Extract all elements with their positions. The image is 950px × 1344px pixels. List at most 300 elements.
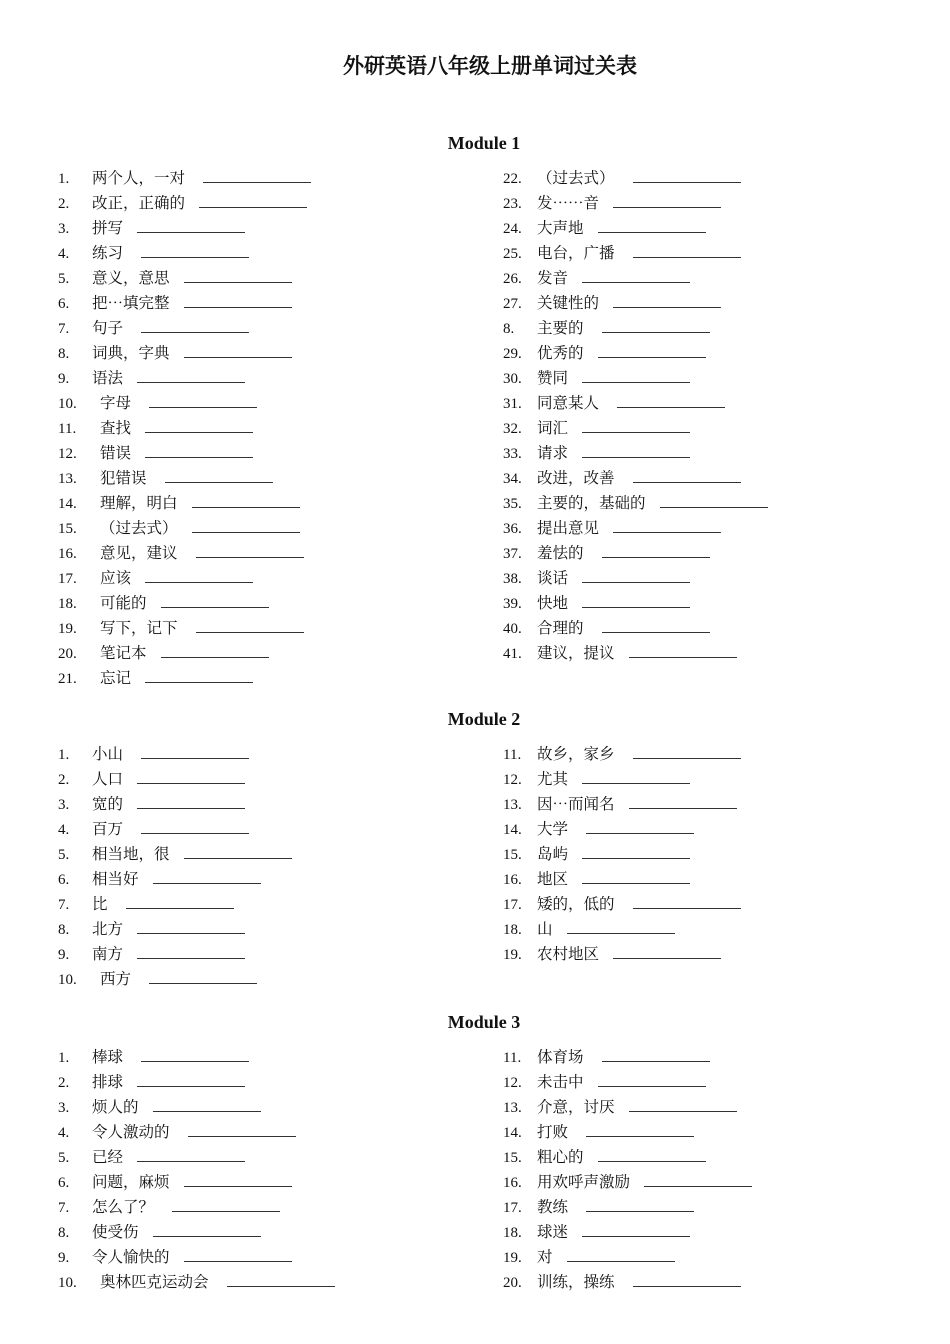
word-meaning: 改进，改善: [537, 469, 615, 487]
answer-blank[interactable]: [582, 268, 690, 283]
answer-blank[interactable]: [629, 643, 737, 658]
word-item: [58, 366, 478, 391]
word-meaning: 快地: [537, 594, 569, 612]
word-meaning: 教练: [537, 1198, 569, 1216]
word-item: [58, 341, 478, 366]
word-meaning: 对: [537, 1248, 553, 1266]
word-meaning: （过去式）: [537, 169, 615, 187]
word-meaning: 农村地区: [537, 945, 600, 963]
word-meaning: 犯错误: [100, 469, 147, 487]
answer-blank[interactable]: [145, 418, 253, 433]
item-number: 13.: [503, 797, 522, 813]
answer-blank[interactable]: [192, 518, 300, 533]
word-meaning: 打败: [537, 1123, 569, 1141]
word-item: [58, 191, 478, 216]
item-number: 5.: [58, 1150, 70, 1166]
item-number: 8.: [58, 1225, 70, 1241]
item-number: 17.: [503, 897, 522, 913]
item-number: 16.: [503, 1175, 522, 1191]
word-meaning: 主要的，基础的: [537, 494, 646, 512]
word-meaning: 同意某人: [537, 394, 600, 412]
answer-blank[interactable]: [227, 1272, 335, 1287]
word-item: [503, 1045, 923, 1070]
answer-blank[interactable]: [582, 593, 690, 608]
word-item: [58, 316, 478, 341]
item-number: 10.: [58, 972, 77, 988]
word-item: [503, 316, 923, 341]
word-item: [58, 1095, 478, 1120]
answer-blank[interactable]: [586, 819, 694, 834]
word-item: [58, 616, 478, 641]
item-number: 10.: [58, 1275, 77, 1291]
word-meaning: 写下，记下: [100, 619, 178, 637]
answer-blank[interactable]: [660, 493, 768, 508]
word-meaning: 关键性的: [537, 294, 600, 312]
word-item: [503, 1195, 923, 1220]
module-3-right-column: [503, 1045, 923, 1295]
word-meaning: 怎么了？: [92, 1198, 155, 1216]
word-meaning: 两个人，一对: [92, 169, 186, 187]
word-item: [503, 191, 923, 216]
word-item: [58, 591, 478, 616]
answer-blank[interactable]: [184, 1247, 292, 1262]
answer-blank[interactable]: [633, 468, 741, 483]
word-meaning: 改正，正确的: [92, 194, 186, 212]
answer-blank[interactable]: [141, 744, 249, 759]
answer-blank[interactable]: [613, 944, 721, 959]
module-1-left-column: [58, 166, 478, 691]
word-meaning: 请求: [537, 444, 569, 462]
answer-blank[interactable]: [161, 593, 269, 608]
word-item: [58, 416, 478, 441]
answer-blank[interactable]: [633, 744, 741, 759]
answer-blank[interactable]: [153, 1222, 261, 1237]
word-meaning: 使受伤: [92, 1223, 139, 1241]
word-item: [503, 166, 923, 191]
word-meaning: 西方: [100, 970, 132, 988]
item-number: 8.: [58, 346, 70, 362]
word-item: [503, 1095, 923, 1120]
word-meaning: 应该: [100, 569, 132, 587]
word-meaning: 大声地: [537, 219, 584, 237]
word-item: [58, 1170, 478, 1195]
answer-blank[interactable]: [145, 568, 253, 583]
item-number: 24.: [503, 221, 522, 237]
answer-blank[interactable]: [149, 393, 257, 408]
word-meaning: 奥林匹克运动会: [100, 1273, 209, 1291]
word-item: [58, 942, 478, 967]
word-item: [503, 1270, 923, 1295]
item-number: 12.: [503, 772, 522, 788]
item-number: 37.: [503, 546, 522, 562]
answer-blank[interactable]: [137, 1147, 245, 1162]
word-meaning: 矮的，低的: [537, 895, 615, 913]
item-number: 16.: [58, 546, 77, 562]
item-number: 1.: [58, 1050, 70, 1066]
answer-blank[interactable]: [598, 1072, 706, 1087]
item-number: 9.: [58, 371, 70, 387]
word-meaning: 未击中: [537, 1073, 584, 1091]
item-number: 32.: [503, 421, 522, 437]
word-meaning: 词典，字典: [92, 344, 170, 362]
word-item: [58, 967, 478, 992]
word-item: [503, 391, 923, 416]
item-number: 6.: [58, 1175, 70, 1191]
item-number: 12.: [503, 1075, 522, 1091]
item-number: 18.: [503, 922, 522, 938]
item-number: 17.: [58, 571, 77, 587]
word-item: [58, 566, 478, 591]
item-number: 8.: [58, 922, 70, 938]
item-number: 19.: [58, 621, 77, 637]
word-meaning: （过去式）: [100, 519, 178, 537]
word-item: [58, 1220, 478, 1245]
word-item: [503, 516, 923, 541]
word-meaning: 字母: [100, 394, 132, 412]
word-item: [503, 291, 923, 316]
item-number: 6.: [58, 296, 70, 312]
item-number: 8.: [503, 321, 515, 337]
item-number: 33.: [503, 446, 522, 462]
item-number: 14.: [503, 1125, 522, 1141]
item-number: 4.: [58, 1125, 70, 1141]
word-item: [503, 842, 923, 867]
answer-blank[interactable]: [582, 418, 690, 433]
item-number: 20.: [58, 646, 77, 662]
word-meaning: 优秀的: [537, 344, 584, 362]
answer-blank[interactable]: [582, 368, 690, 383]
answer-blank[interactable]: [137, 794, 245, 809]
answer-blank[interactable]: [172, 1197, 280, 1212]
item-number: 15.: [503, 847, 522, 863]
word-meaning: 拼写: [92, 219, 124, 237]
word-item: [58, 166, 478, 191]
answer-blank[interactable]: [582, 844, 690, 859]
answer-blank[interactable]: [582, 769, 690, 784]
word-meaning: 建议，提议: [537, 644, 615, 662]
word-meaning: 查找: [100, 419, 132, 437]
item-number: 14.: [503, 822, 522, 838]
answer-blank[interactable]: [192, 493, 300, 508]
item-number: 3.: [58, 1100, 70, 1116]
item-number: 3.: [58, 797, 70, 813]
item-number: 31.: [503, 396, 522, 412]
word-meaning: 大学: [537, 820, 569, 838]
word-item: [503, 917, 923, 942]
answer-blank[interactable]: [137, 769, 245, 784]
item-number: 6.: [58, 872, 70, 888]
item-number: 13.: [503, 1100, 522, 1116]
item-number: 7.: [58, 1200, 70, 1216]
answer-blank[interactable]: [586, 1197, 694, 1212]
item-number: 13.: [58, 471, 77, 487]
word-meaning: 球迷: [537, 1223, 569, 1241]
item-number: 20.: [503, 1275, 522, 1291]
word-meaning: 语法: [92, 369, 124, 387]
answer-blank[interactable]: [633, 168, 741, 183]
answer-blank[interactable]: [567, 919, 675, 934]
answer-blank[interactable]: [196, 618, 304, 633]
word-meaning: 南方: [92, 945, 124, 963]
answer-blank[interactable]: [141, 819, 249, 834]
item-number: 39.: [503, 596, 522, 612]
answer-blank[interactable]: [153, 1097, 261, 1112]
word-meaning: 赞同: [537, 369, 569, 387]
word-meaning: 发音: [537, 269, 569, 287]
answer-blank[interactable]: [582, 568, 690, 583]
item-number: 11.: [503, 747, 522, 763]
answer-blank[interactable]: [613, 293, 721, 308]
item-number: 36.: [503, 521, 522, 537]
answer-blank[interactable]: [582, 1222, 690, 1237]
item-number: 4.: [58, 822, 70, 838]
word-meaning: 笔记本: [100, 644, 147, 662]
item-number: 15.: [503, 1150, 522, 1166]
word-meaning: 百万: [92, 820, 124, 838]
answer-blank[interactable]: [161, 643, 269, 658]
answer-blank[interactable]: [602, 318, 710, 333]
item-number: 25.: [503, 246, 522, 262]
word-item: [503, 566, 923, 591]
item-number: 15.: [58, 521, 77, 537]
answer-blank[interactable]: [602, 618, 710, 633]
answer-blank[interactable]: [145, 668, 253, 683]
answer-blank[interactable]: [184, 293, 292, 308]
word-item: [58, 441, 478, 466]
item-number: 9.: [58, 1250, 70, 1266]
item-number: 19.: [503, 1250, 522, 1266]
word-meaning: 错误: [100, 444, 132, 462]
word-meaning: 理解，明白: [100, 494, 178, 512]
item-number: 4.: [58, 246, 70, 262]
item-number: 2.: [58, 196, 70, 212]
word-item: [503, 216, 923, 241]
answer-blank[interactable]: [188, 1122, 296, 1137]
answer-blank[interactable]: [602, 1047, 710, 1062]
item-number: 30.: [503, 371, 522, 387]
word-meaning: 山: [537, 920, 553, 938]
item-number: 26.: [503, 271, 522, 287]
answer-blank[interactable]: [184, 844, 292, 859]
answer-blank[interactable]: [633, 1272, 741, 1287]
answer-blank[interactable]: [137, 919, 245, 934]
answer-blank[interactable]: [184, 343, 292, 358]
answer-blank[interactable]: [199, 193, 307, 208]
item-number: 19.: [503, 947, 522, 963]
word-item: [58, 1045, 478, 1070]
word-item: [58, 817, 478, 842]
word-item: [58, 892, 478, 917]
word-meaning: 北方: [92, 920, 124, 938]
word-item: [503, 1145, 923, 1170]
word-item: [503, 892, 923, 917]
word-meaning: 人口: [92, 770, 124, 788]
word-meaning: 粗心的: [537, 1148, 584, 1166]
module-2-right-column: [503, 742, 923, 967]
word-item: [58, 1195, 478, 1220]
answer-blank[interactable]: [126, 894, 234, 909]
word-meaning: 介意，讨厌: [537, 1098, 615, 1116]
word-meaning: 地区: [537, 870, 569, 888]
answer-blank[interactable]: [613, 518, 721, 533]
word-meaning: 相当好: [92, 870, 139, 888]
item-number: 2.: [58, 772, 70, 788]
item-number: 18.: [503, 1225, 522, 1241]
module-1-right-column: [503, 166, 923, 666]
word-item: [503, 1170, 923, 1195]
answer-blank[interactable]: [137, 368, 245, 383]
answer-blank[interactable]: [598, 1147, 706, 1162]
word-meaning: 可能的: [100, 594, 147, 612]
item-number: 34.: [503, 471, 522, 487]
word-meaning: 谈话: [537, 569, 569, 587]
word-item: [58, 1145, 478, 1170]
word-meaning: 用欢呼声激励: [537, 1173, 631, 1191]
answer-blank[interactable]: [137, 1072, 245, 1087]
module-2-left-column: [58, 742, 478, 992]
item-number: 23.: [503, 196, 522, 212]
word-item: [58, 266, 478, 291]
word-item: [58, 1070, 478, 1095]
word-item: [58, 241, 478, 266]
answer-blank[interactable]: [145, 443, 253, 458]
word-item: [503, 341, 923, 366]
answer-blank[interactable]: [141, 318, 249, 333]
item-number: 3.: [58, 221, 70, 237]
word-meaning: 棒球: [92, 1048, 124, 1066]
word-meaning: 词汇: [537, 419, 569, 437]
answer-blank[interactable]: [633, 894, 741, 909]
word-item: [58, 792, 478, 817]
answer-blank[interactable]: [137, 218, 245, 233]
answer-blank[interactable]: [137, 944, 245, 959]
word-meaning: 练习: [92, 244, 124, 262]
word-item: [503, 817, 923, 842]
word-item: [503, 1120, 923, 1145]
word-item: [503, 1220, 923, 1245]
word-item: [503, 466, 923, 491]
answer-blank[interactable]: [196, 543, 304, 558]
answer-blank[interactable]: [598, 343, 706, 358]
word-item: [58, 767, 478, 792]
word-meaning: 令人激动的: [92, 1123, 170, 1141]
word-meaning: 岛屿: [537, 845, 569, 863]
word-meaning: 句子: [92, 319, 124, 337]
module-1-title: Module 1: [447, 133, 521, 153]
word-item: [58, 291, 478, 316]
word-item: [58, 1270, 478, 1295]
item-number: 10.: [58, 396, 77, 412]
answer-blank[interactable]: [629, 794, 737, 809]
word-meaning: 故乡，家乡: [537, 745, 615, 763]
item-number: 1.: [58, 747, 70, 763]
answer-blank[interactable]: [598, 218, 706, 233]
answer-blank[interactable]: [184, 268, 292, 283]
item-number: 18.: [58, 596, 77, 612]
word-meaning: 问题，麻烦: [92, 1173, 170, 1191]
word-item: [58, 867, 478, 892]
word-item: [58, 391, 478, 416]
module-3-title: Module 3: [447, 1012, 521, 1032]
answer-blank[interactable]: [602, 543, 710, 558]
answer-blank[interactable]: [141, 243, 249, 258]
item-number: 7.: [58, 321, 70, 337]
word-meaning: 体育场: [537, 1048, 584, 1066]
item-number: 11.: [58, 421, 77, 437]
word-item: [503, 241, 923, 266]
word-item: [58, 1120, 478, 1145]
word-item: [503, 867, 923, 892]
word-item: [503, 792, 923, 817]
word-item: [58, 742, 478, 767]
word-item: [503, 591, 923, 616]
word-item: [503, 616, 923, 641]
word-item: [503, 366, 923, 391]
word-meaning: 烦人的: [92, 1098, 139, 1116]
item-number: 5.: [58, 271, 70, 287]
item-number: 41.: [503, 646, 522, 662]
answer-blank[interactable]: [586, 1122, 694, 1137]
word-item: [503, 641, 923, 666]
answer-blank[interactable]: [582, 869, 690, 884]
word-meaning: 羞怯的: [537, 544, 584, 562]
word-meaning: 令人愉快的: [92, 1248, 170, 1266]
answer-blank[interactable]: [153, 869, 261, 884]
answer-blank[interactable]: [644, 1172, 752, 1187]
word-item: [58, 216, 478, 241]
answer-blank[interactable]: [141, 1047, 249, 1062]
item-number: 27.: [503, 296, 522, 312]
answer-blank[interactable]: [629, 1097, 737, 1112]
word-meaning: 训练，操练: [537, 1273, 615, 1291]
item-number: 22.: [503, 171, 522, 187]
word-item: [503, 742, 923, 767]
answer-blank[interactable]: [613, 193, 721, 208]
answer-blank[interactable]: [567, 1247, 675, 1262]
item-number: 16.: [503, 872, 522, 888]
word-meaning: 尤其: [537, 770, 569, 788]
word-item: [503, 541, 923, 566]
item-number: 21.: [58, 671, 77, 687]
item-number: 2.: [58, 1075, 70, 1091]
item-number: 17.: [503, 1200, 522, 1216]
word-meaning: 宽的: [92, 795, 124, 813]
word-meaning: 比: [92, 895, 108, 913]
word-item: [503, 491, 923, 516]
word-item: [58, 666, 478, 691]
word-meaning: 排球: [92, 1073, 124, 1091]
answer-blank[interactable]: [184, 1172, 292, 1187]
answer-blank[interactable]: [203, 168, 311, 183]
word-meaning: 小山: [92, 745, 124, 763]
word-item: [58, 466, 478, 491]
word-item: [503, 942, 923, 967]
word-item: [58, 516, 478, 541]
answer-blank[interactable]: [165, 468, 273, 483]
item-number: 14.: [58, 496, 77, 512]
answer-blank[interactable]: [617, 393, 725, 408]
answer-blank[interactable]: [149, 969, 257, 984]
word-meaning: 合理的: [537, 619, 584, 637]
answer-blank[interactable]: [633, 243, 741, 258]
word-item: [58, 917, 478, 942]
word-meaning: 相当地，很: [92, 845, 170, 863]
word-item: [503, 441, 923, 466]
word-meaning: 忘记: [100, 669, 132, 687]
answer-blank[interactable]: [582, 443, 690, 458]
word-item: [58, 842, 478, 867]
item-number: 7.: [58, 897, 70, 913]
